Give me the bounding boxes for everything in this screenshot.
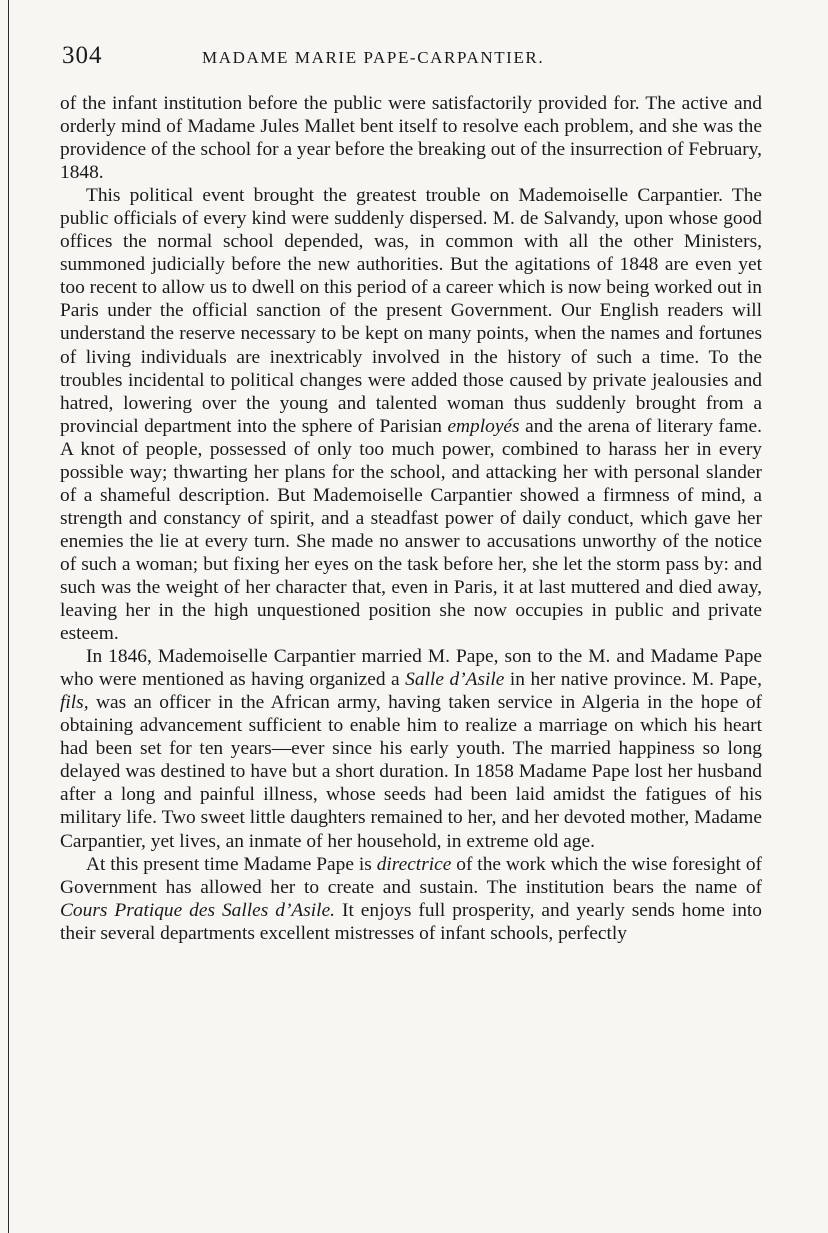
paragraph-text: In 1846, Mademoiselle Carpantier married M. Pape, son to the M. and Madame Pape who were mentioned as having organized a bbox=[60, 646, 762, 691]
paragraph-text: of the work which the wise foresight of Government has allowed her to create and sustain. The institution bears the name of bbox=[60, 853, 762, 898]
paragraph-text: At this present time Madame Pape is bbox=[86, 853, 377, 875]
paragraph-text: It enjoys full prosperity, and yearly sends home into their several departments excellent mistresses of infant schools, perfectly bbox=[60, 899, 762, 944]
paragraph-text: of the infant institution before the public were satisfactorily provided for. The active and orderly mind of Madame Jules Mallet bent itself to resolve each problem, and she was the providence of the school for a year before the breaking out of the insurrection of February, 1848. bbox=[60, 93, 762, 184]
italic-text: Salle d’Asile bbox=[405, 669, 505, 691]
paragraph-text: This political event brought the greatest trouble on Mademoiselle Carpantier. The public officials of every kind were suddenly dispersed. M. de Salvandy, upon whose good offices the normal school depended, was, in common with all the other Ministers, summoned judicially before the new authorities. But the agitations of 1848 are even yet too recent to allow us to dwell on this period of a career which is now being worked out in Paris under the official sanction of the present Government. Our English readers will understand the reserve necessary to be kept on many points, when the names and fortunes of living individuals are inextricably involved in the history of such a time. To the troubles incidental to political changes were added those caused by private jealousies and hatred, lowering over the young and talented woman thus suddenly brought from a provincial department into the sphere of Parisian bbox=[60, 185, 762, 437]
paragraph bbox=[60, 853, 762, 945]
paragraph bbox=[60, 184, 762, 645]
paragraph bbox=[60, 92, 762, 184]
paragraph-text: and the arena of literary fame. A knot of people, possessed of only too much power, combined to harass her in every possible way; thwarting her plans for the school, and attacking her with personal slander of a shameful description. But Mademoiselle Carpantier showed a firmness of mind, a strength and constancy of spirit, and a steadfast power of daily conduct, which gave her enemies the lie at every turn. She made no answer to accusations unworthy of the notice of such a woman; but fixing her eyes on the task before her, she let the storm pass by: and such was the weight of her character that, even in Paris, it at last muttered and died away, leaving her in the high unquestioned position she now occupies in public and private esteem. bbox=[60, 415, 762, 645]
paragraph bbox=[60, 645, 762, 852]
page-number: 304 bbox=[62, 42, 103, 69]
paragraph-text: was an officer in the African army, having taken service in Algeria in the hope of obtaining advancement sufficient to enable him to realize a marriage on which his heart had been set for ten years—ever since his early youth. The married happiness so long delayed was destined to have but a short duration. In 1858 Madame Pape lost her husband after a long and painful illness, whose seeds had been laid amidst the fatigues of his military life. Two sweet little daughters remained to her, and her devoted mother, Madame Carpantier, yet lives, an inmate of her household, in extreme old age. bbox=[60, 692, 762, 852]
italic-text: Cours Pratique des Salles d’Asile. bbox=[60, 899, 336, 921]
page-header bbox=[62, 42, 760, 78]
italic-text: employés bbox=[447, 415, 520, 437]
running-title: MADAME MARIE PAPE-CARPANTIER. bbox=[202, 48, 545, 67]
italic-text: fils, bbox=[60, 692, 89, 714]
page-edge-rule bbox=[8, 0, 9, 1233]
italic-text: directrice bbox=[376, 853, 452, 875]
paragraph-text: in her native province. M. Pape, bbox=[504, 669, 763, 691]
body-text bbox=[60, 92, 762, 945]
